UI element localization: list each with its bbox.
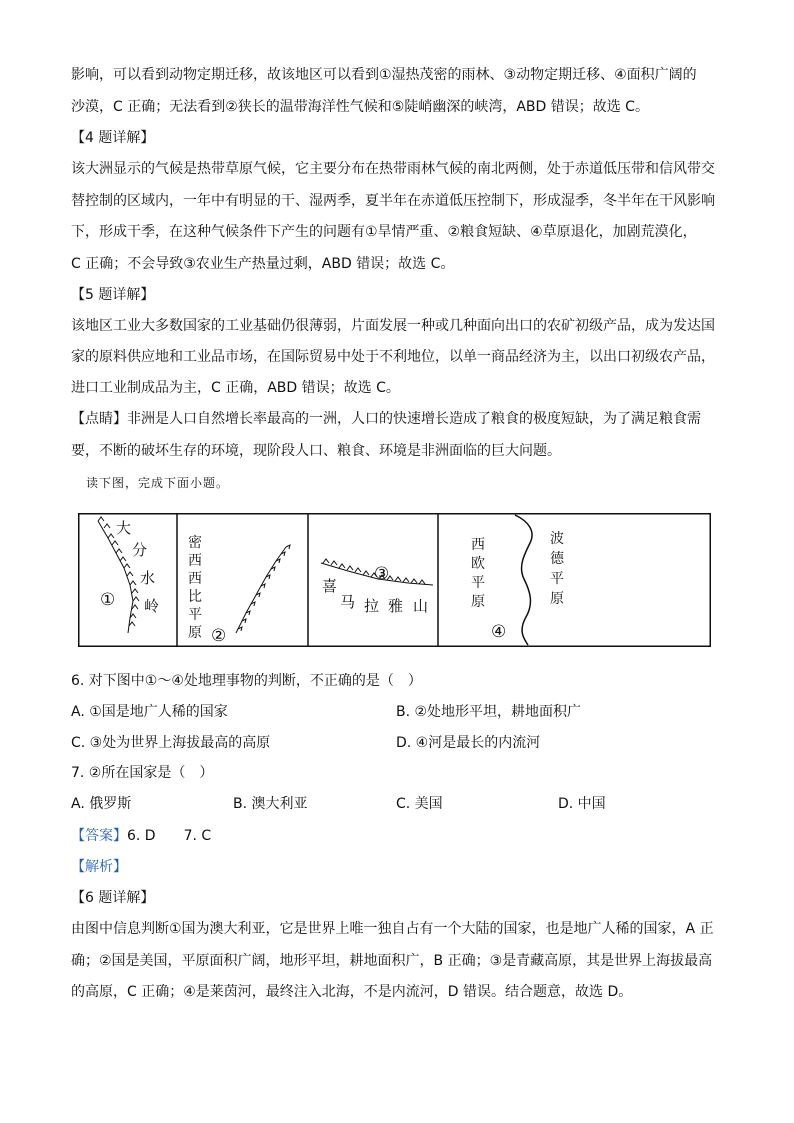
paragraph-line: 该大洲显示的气候是热带草原气候，它主要分布在热带雨林气候的南北两侧，处于赤道低压带和信风带交 [71, 161, 715, 177]
q6-option-c[interactable]: C. ③处为世界上海拔最高的高原 [71, 735, 271, 751]
marker-3: ③ [374, 564, 390, 583]
paragraph-line: 替控制的区域内，一年中有明显的干、湿两季，夏半年在赤道低压控制下，形成湿季，冬半年在干风影响 [71, 193, 715, 209]
q7-option-d[interactable]: D. 中国 [558, 796, 606, 812]
q7-option-c[interactable]: C. 美国 [396, 796, 443, 812]
marker-2: ② [211, 626, 227, 645]
label-shan: 山 [413, 599, 429, 615]
label-ping: 平 [188, 608, 202, 623]
q7-option-b[interactable]: B. 澳大利亚 [233, 796, 308, 812]
paragraph-line: 确；②国是美国，平原面积广阔，地形平坦，耕地面积广，B 正确；③是青藏高原，其是世界上海拔最高 [71, 953, 713, 969]
paragraph-line: 该地区工业大多数国家的工业基础仍很薄弱，片面发展一种或几种面向出口的农矿初级产品，成为发达国 [71, 318, 715, 334]
geography-figure [78, 513, 711, 647]
label-xi: 喜 [322, 579, 338, 595]
paragraph-line: 进口工业制成品为主，C 正确，ABD 错误；故选 C。 [71, 380, 400, 396]
section-heading-5: 【5 题详解】 [71, 287, 155, 303]
label-xi-ou-3: 平 [471, 576, 485, 591]
river-rhine [515, 515, 532, 645]
q6-option-a[interactable]: A. ①国是地广人稀的国家 [71, 704, 228, 720]
label-bi: 比 [188, 590, 202, 605]
label-xi-ou-4: 原 [471, 595, 485, 610]
label-bo-de-1: 波 [550, 532, 564, 547]
q7-option-a[interactable]: A. 俄罗斯 [71, 796, 132, 812]
answer-label: 【答案】 [71, 828, 127, 844]
label-xi1: 西 [188, 554, 202, 569]
paragraph-line: 要，不断的破坏生存的环境，现阶段人口、粮食、环境是非洲面临的巨大问题。 [71, 443, 561, 459]
section-heading-4: 【4 题详解】 [71, 130, 155, 146]
label-yuan: 原 [188, 626, 202, 641]
section-heading-6: 【6 题详解】 [71, 890, 155, 906]
question-7: 7. ②所在国家是（ ） [71, 765, 214, 781]
label-ling: 岭 [144, 599, 160, 615]
label-da: 大 [116, 521, 132, 537]
label-xi-ou-1: 西 [471, 538, 485, 553]
paragraph-line: C 正确；不会导致③农业生产热量过剩，ABD 错误；故选 C。 [71, 256, 455, 272]
q6-option-b[interactable]: B. ②处地形平坦，耕地面积广 [396, 704, 582, 720]
label-mi: 密 [188, 536, 202, 551]
label-bo-de-2: 德 [550, 552, 564, 567]
answer-line [71, 826, 211, 846]
label-xi2: 西 [188, 572, 202, 587]
paragraph-line: 由图中信息判断①国为澳大利亚，它是世界上唯一独自占有一个大陆的国家，也是地广人稀的国家，A 正 [71, 921, 714, 937]
label-bo-de-4: 原 [550, 592, 564, 607]
label-la: 拉 [364, 599, 380, 615]
answer-text: 6. D 7. C [127, 828, 212, 844]
label-bo-de-3: 平 [550, 572, 564, 587]
paragraph-line: 影响，可以看到动物定期迁移，故该地区可以看到①湿热茂密的雨林、③动物定期迁移、④面积广阔的 [71, 67, 697, 83]
paragraph-line: 的高原，C 正确；④是莱茵河，最终注入北海，不是内流河，D 错误。结合题意，故选 D。 [71, 984, 633, 1000]
tip-text: 非洲是人口自然增长率最高的一洲，人口的快速增长造成了粮食的极度短缺，为了满足粮食需 [127, 411, 701, 427]
q6-option-d[interactable]: D. ④河是最长的内流河 [396, 735, 541, 751]
marker-4: ④ [491, 622, 507, 641]
paragraph-line: 下，形成干季，在这种气候条件下产生的问题有①旱情严重、②粮食短缺、④草原退化，加剧荒漠化， [71, 224, 697, 240]
paragraph-line: 沙漠，C 正确；无法看到②狭长的温带海洋性气候和⑤陡峭幽深的峡湾，ABD 错误；故选 C。 [71, 99, 649, 115]
marker-1: ① [100, 590, 116, 609]
figure-frame [79, 514, 711, 647]
label-shui: 水 [140, 571, 156, 587]
paragraph-line: 家的原料供应地和工业品市场，在国际贸易中处于不利地位，以单一商品经济为主，以出口初级农产品， [71, 349, 715, 365]
mountain-range-2 [236, 545, 290, 633]
label-ya: 雅 [388, 599, 404, 615]
label-ma: 马 [340, 595, 356, 611]
label-xi-ou-2: 欧 [471, 557, 485, 572]
analysis-label: 【解析】 [71, 859, 127, 875]
label-fen: 分 [132, 543, 148, 559]
figure-intro: 读下图，完成下面小题。 [86, 476, 230, 490]
tip-label: 【点睛】 [71, 411, 127, 427]
tip-line [71, 409, 701, 429]
question-6: 6. 对下图中①～④处地理事物的判断，不正确的是（ ） [71, 673, 422, 689]
